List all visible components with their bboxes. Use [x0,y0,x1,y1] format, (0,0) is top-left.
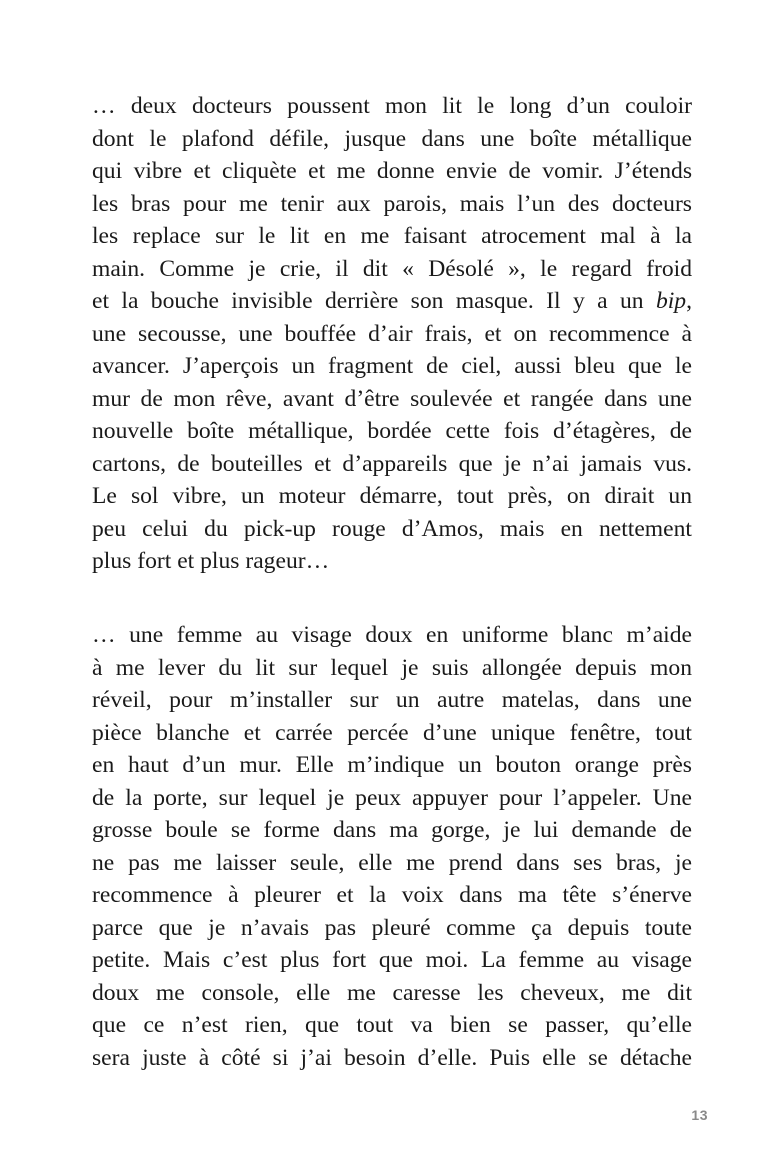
text-line: ne pas me laisser seule, elle me prend dans ses bras, je [92,849,692,876]
text-line: une secousse, une bouffée d’air frais, et on recommence à [92,320,692,347]
text-line: avancer. J’aperçois un fragment de ciel, aussi bleu que le [92,353,692,379]
text-line [92,285,692,318]
text-line: mur de mon rêve, avant d’être soulevée et rangée dans une [92,385,692,412]
text-line: qui vibre et cliquète et me donne envie de vomir. J’étends [92,158,692,184]
italic-word: bip [655,288,687,314]
text-line: que ce n’est rien, que tout va bien se passer, qu’elle [92,1012,692,1038]
paragraph-2 [92,619,692,1074]
text-line: petite. Mais c’est plus fort que moi. La femme au visage [92,947,692,973]
text-line: sera juste à côté si j’ai besoin d’elle. Puis elle se détache [92,1044,692,1071]
text-line: … une femme au visage doux en uniforme blanc m’aide [92,622,692,648]
paragraph-1 [92,90,692,578]
text-line: nouvelle boîte métallique, bordée cette fois d’étagères, de [92,418,692,444]
text-line: de la porte, sur lequel je peux appuyer pour l’appeler. Une [92,784,692,811]
text-line: les bras pour me tenir aux parois, mais l’un des docteurs [92,190,692,217]
text-line: … deux docteurs poussent mon lit le long d’un couloir [92,93,692,119]
text-line: doux me console, elle me caresse les cheveux, me dit [92,979,692,1006]
text-segment: et la bouche invisible derrière son masque. Il y a un [92,288,656,314]
text-segment: , [686,288,692,314]
text-line: parce que je n’avais pas pleuré comme ça depuis toute [92,914,692,941]
text-line: réveil, pour m’installer sur un autre matelas, dans une [92,687,692,713]
text-line: dont le plafond défile, jusque dans une boîte métallique [92,125,692,152]
text-line: en haut d’un mur. Elle m’indique un bouton orange près [92,752,692,778]
text-line: recommence à pleurer et la voix dans ma tête s’énerve [92,882,692,908]
text-line: pièce blanche et carrée percée d’une unique fenêtre, tout [92,719,692,746]
text-line: les replace sur le lit en me faisant atrocement mal à la [92,223,692,249]
page-number: 13 [691,1107,708,1123]
text-line: peu celui du pick-up rouge d’Amos, mais en nettement [92,515,692,542]
text-line: à me lever du lit sur lequel je suis allongée depuis mon [92,654,692,681]
text-line: grosse boule se forme dans ma gorge, je lui demande de [92,817,692,843]
text-line: main. Comme je crie, il dit « Désolé », le regard froid [92,255,692,282]
text-line: plus fort et plus rageur… [92,548,330,574]
text-line: Le sol vibre, un moteur démarre, tout près, on dirait un [92,483,692,509]
text-line: cartons, de bouteilles et d’appareils que je n’ai jamais vus. [92,450,692,477]
